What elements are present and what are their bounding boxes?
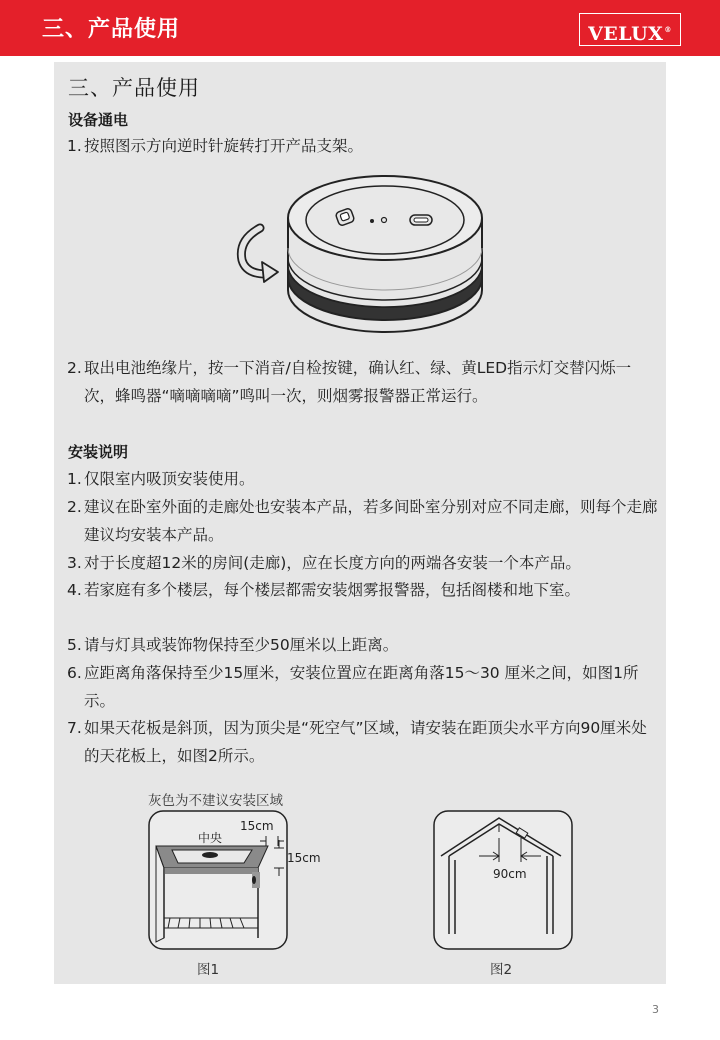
item-text: 请与灯具或装饰物保持至少50厘米以上距离。 xyxy=(84,636,399,654)
item-text: 取出电池绝缘片，按一下消音/自检按键，确认红、绿、黄LED指示灯交替闪烁一次，蜂鸣器“嘀嘀嘀嘀”鸣叫一次，则烟雾报警器正常运行。 xyxy=(84,359,632,405)
list-item xyxy=(67,714,661,765)
item-number: 4. xyxy=(67,581,82,599)
fig1-dim-side: 15cm xyxy=(287,851,321,865)
section-title: 三、产品使用 xyxy=(68,76,200,100)
figure2-house-diagram xyxy=(433,810,573,950)
figure2-caption: 图2 xyxy=(490,962,513,978)
item-text: 如果天花板是斜顶，因为顶尖是“死空气”区域，请安装在距顶尖水平方向90厘米处的天花板上，如图2所示。 xyxy=(84,719,647,765)
item-text: 建议在卧室外面的走廊处也安装本产品，若多间卧室分别对应不同走廊，则每个走廊建议均安装本产品。 xyxy=(84,498,658,544)
header-bar xyxy=(0,0,720,56)
list-item xyxy=(67,631,661,659)
item-number: 3. xyxy=(67,554,82,572)
fig2-dim: 90cm xyxy=(493,867,527,881)
list-item xyxy=(67,493,661,544)
list-item xyxy=(67,465,661,493)
section1-heading: 设备通电 xyxy=(68,111,129,129)
item-number: 5. xyxy=(67,636,82,654)
fig1-center-label: 中央 xyxy=(198,831,223,845)
figure1-caption: 图1 xyxy=(197,962,220,978)
item-text: 若家庭有多个楼层，每个楼层都需安装烟雾报警器，包括阁楼和地下室。 xyxy=(84,581,581,599)
item-number: 6. xyxy=(67,664,82,682)
item-text: 按照图示方向逆时针旋转打开产品支架。 xyxy=(84,137,364,155)
item-number: 1. xyxy=(67,137,82,155)
item-number: 1. xyxy=(67,470,82,488)
page-number: 3 xyxy=(652,1003,659,1016)
list-item xyxy=(67,659,661,710)
list-item xyxy=(67,354,661,405)
list-item xyxy=(67,549,661,577)
list-item xyxy=(67,132,661,160)
item-number: 2. xyxy=(67,498,82,516)
figure1-room-diagram xyxy=(148,810,321,950)
item-text: 对于长度超12米的房间(走廊)，应在长度方向的两端各安装一个本产品。 xyxy=(84,554,581,572)
section2-heading: 安装说明 xyxy=(68,443,129,461)
velux-logo xyxy=(579,13,681,46)
registered-mark: ® xyxy=(664,25,672,34)
brand-name: VELUX xyxy=(588,23,664,45)
figure-note: 灰色为不建议安装区域 xyxy=(148,793,283,809)
header-title: 三、产品使用 xyxy=(42,17,181,42)
smoke-detector-illustration xyxy=(230,170,500,340)
list-item xyxy=(67,576,661,604)
item-number: 2. xyxy=(67,359,82,377)
item-text: 仅限室内吸顶安装使用。 xyxy=(84,470,255,488)
item-number: 7. xyxy=(67,719,82,737)
item-text: 应距离角落保持至少15厘米，安装位置应在距离角落15～30 厘米之间，如图1所示。 xyxy=(84,664,639,710)
fig1-dim-top: 15cm xyxy=(240,819,274,833)
